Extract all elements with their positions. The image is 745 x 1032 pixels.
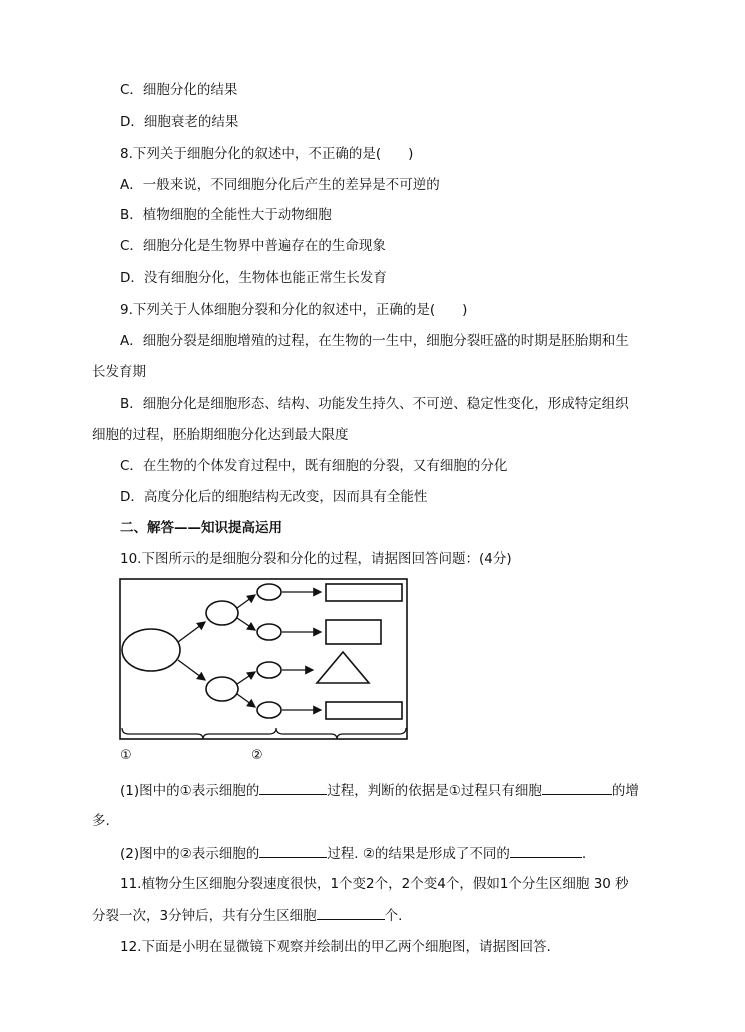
tissue-box-2 — [326, 620, 381, 644]
q9-option-d: D．高度分化后的细胞结构无改变，因而具有全能性 — [120, 489, 428, 505]
q10-part1-line1 — [120, 780, 639, 801]
granddaughter-cell-1 — [257, 584, 281, 600]
q9-option-b-line2: 细胞的过程，胚胎期细胞分化达到最大限度 — [92, 427, 349, 443]
daughter-cell-top — [206, 601, 238, 625]
q10-part1-line2: 多. — [92, 813, 110, 829]
q11-text-b: 个. — [384, 908, 403, 924]
q9-option-b-line1: B．细胞分化是细胞形态、结构、功能发生持久、不可逆、稳定性变化，形成特定组织 — [120, 396, 629, 412]
q9-option-c: C．在生物的个体发育过程中，既有细胞的分裂，又有细胞的分化 — [120, 458, 508, 474]
q10-p1-text-c: 的增 — [611, 783, 639, 799]
diagram-label-2: ② — [251, 748, 263, 763]
q9-stem: 9.下列关于人体细胞分裂和分化的叙述中，正确的是( ) — [120, 302, 468, 318]
q8-option-d: D．没有细胞分化，生物体也能正常生长发育 — [120, 270, 387, 286]
diagram-label-1: ① — [120, 748, 132, 763]
section-heading: 二、解答——知识提高运用 — [120, 520, 282, 536]
q8-option-b: B．植物细胞的全能性大于动物细胞 — [120, 207, 332, 223]
tissue-box-3 — [326, 702, 402, 719]
q11-line1: 11.植物分生区细胞分裂速度很快，1个变2个，2个变4个，假如1个分生区细胞 30 秒 — [120, 876, 629, 892]
mother-cell — [122, 629, 180, 671]
q10-p1-text-a: (1)图中的①表示细胞的 — [120, 783, 260, 799]
brace-2 — [276, 728, 406, 739]
brace-1 — [122, 728, 276, 739]
q10-p2-text-b: 过程. ②的结果是形成了不同的 — [327, 846, 510, 862]
tissue-triangle — [317, 652, 369, 683]
q8-option-a: A．一般来说，不同细胞分化后产生的差异是不可逆的 — [120, 177, 440, 193]
q12-stem: 12.下面是小明在显微镜下观察并绘制出的甲乙两个细胞图，请据图回答. — [120, 939, 551, 955]
q9-option-a-line1: A．细胞分裂是细胞增殖的过程，在生物的一生中，细胞分裂旺盛的时期是胚胎期和生 — [120, 333, 629, 349]
granddaughter-cell-4 — [257, 702, 281, 718]
q9-option-a-line2: 长发育期 — [92, 364, 146, 380]
granddaughter-cell-3 — [257, 662, 281, 678]
answer-blank[interactable] — [510, 843, 582, 858]
q8-option-c: C．细胞分化是生物界中普遍存在的生命现象 — [120, 238, 386, 254]
daughter-cell-bottom — [206, 677, 238, 701]
answer-blank[interactable] — [259, 843, 327, 858]
q11-line2 — [92, 905, 402, 926]
cell-division-diagram — [119, 578, 411, 740]
tissue-box-1 — [326, 584, 402, 601]
answer-blank[interactable] — [259, 780, 327, 795]
answer-blank[interactable] — [542, 780, 612, 795]
q11-text-a: 分裂一次，3分钟后，共有分生区细胞 — [92, 908, 317, 924]
q7-option-c: C．细胞分化的结果 — [120, 82, 238, 98]
q7-option-d: D．细胞衰老的结果 — [120, 114, 239, 130]
q10-stem: 10.下图所示的是细胞分裂和分化的过程，请据图回答问题：(4分) — [120, 551, 512, 567]
q10-part2 — [120, 843, 586, 864]
q8-stem: 8.下列关于细胞分化的叙述中，不正确的是( ) — [120, 146, 414, 162]
q10-p2-text-a: (2)图中的②表示细胞的 — [120, 846, 260, 862]
answer-blank[interactable] — [317, 905, 385, 920]
q10-p2-text-c: . — [581, 846, 587, 862]
q10-p1-text-b: 过程，判断的依据是①过程只有细胞 — [327, 783, 542, 799]
granddaughter-cell-2 — [257, 624, 281, 640]
